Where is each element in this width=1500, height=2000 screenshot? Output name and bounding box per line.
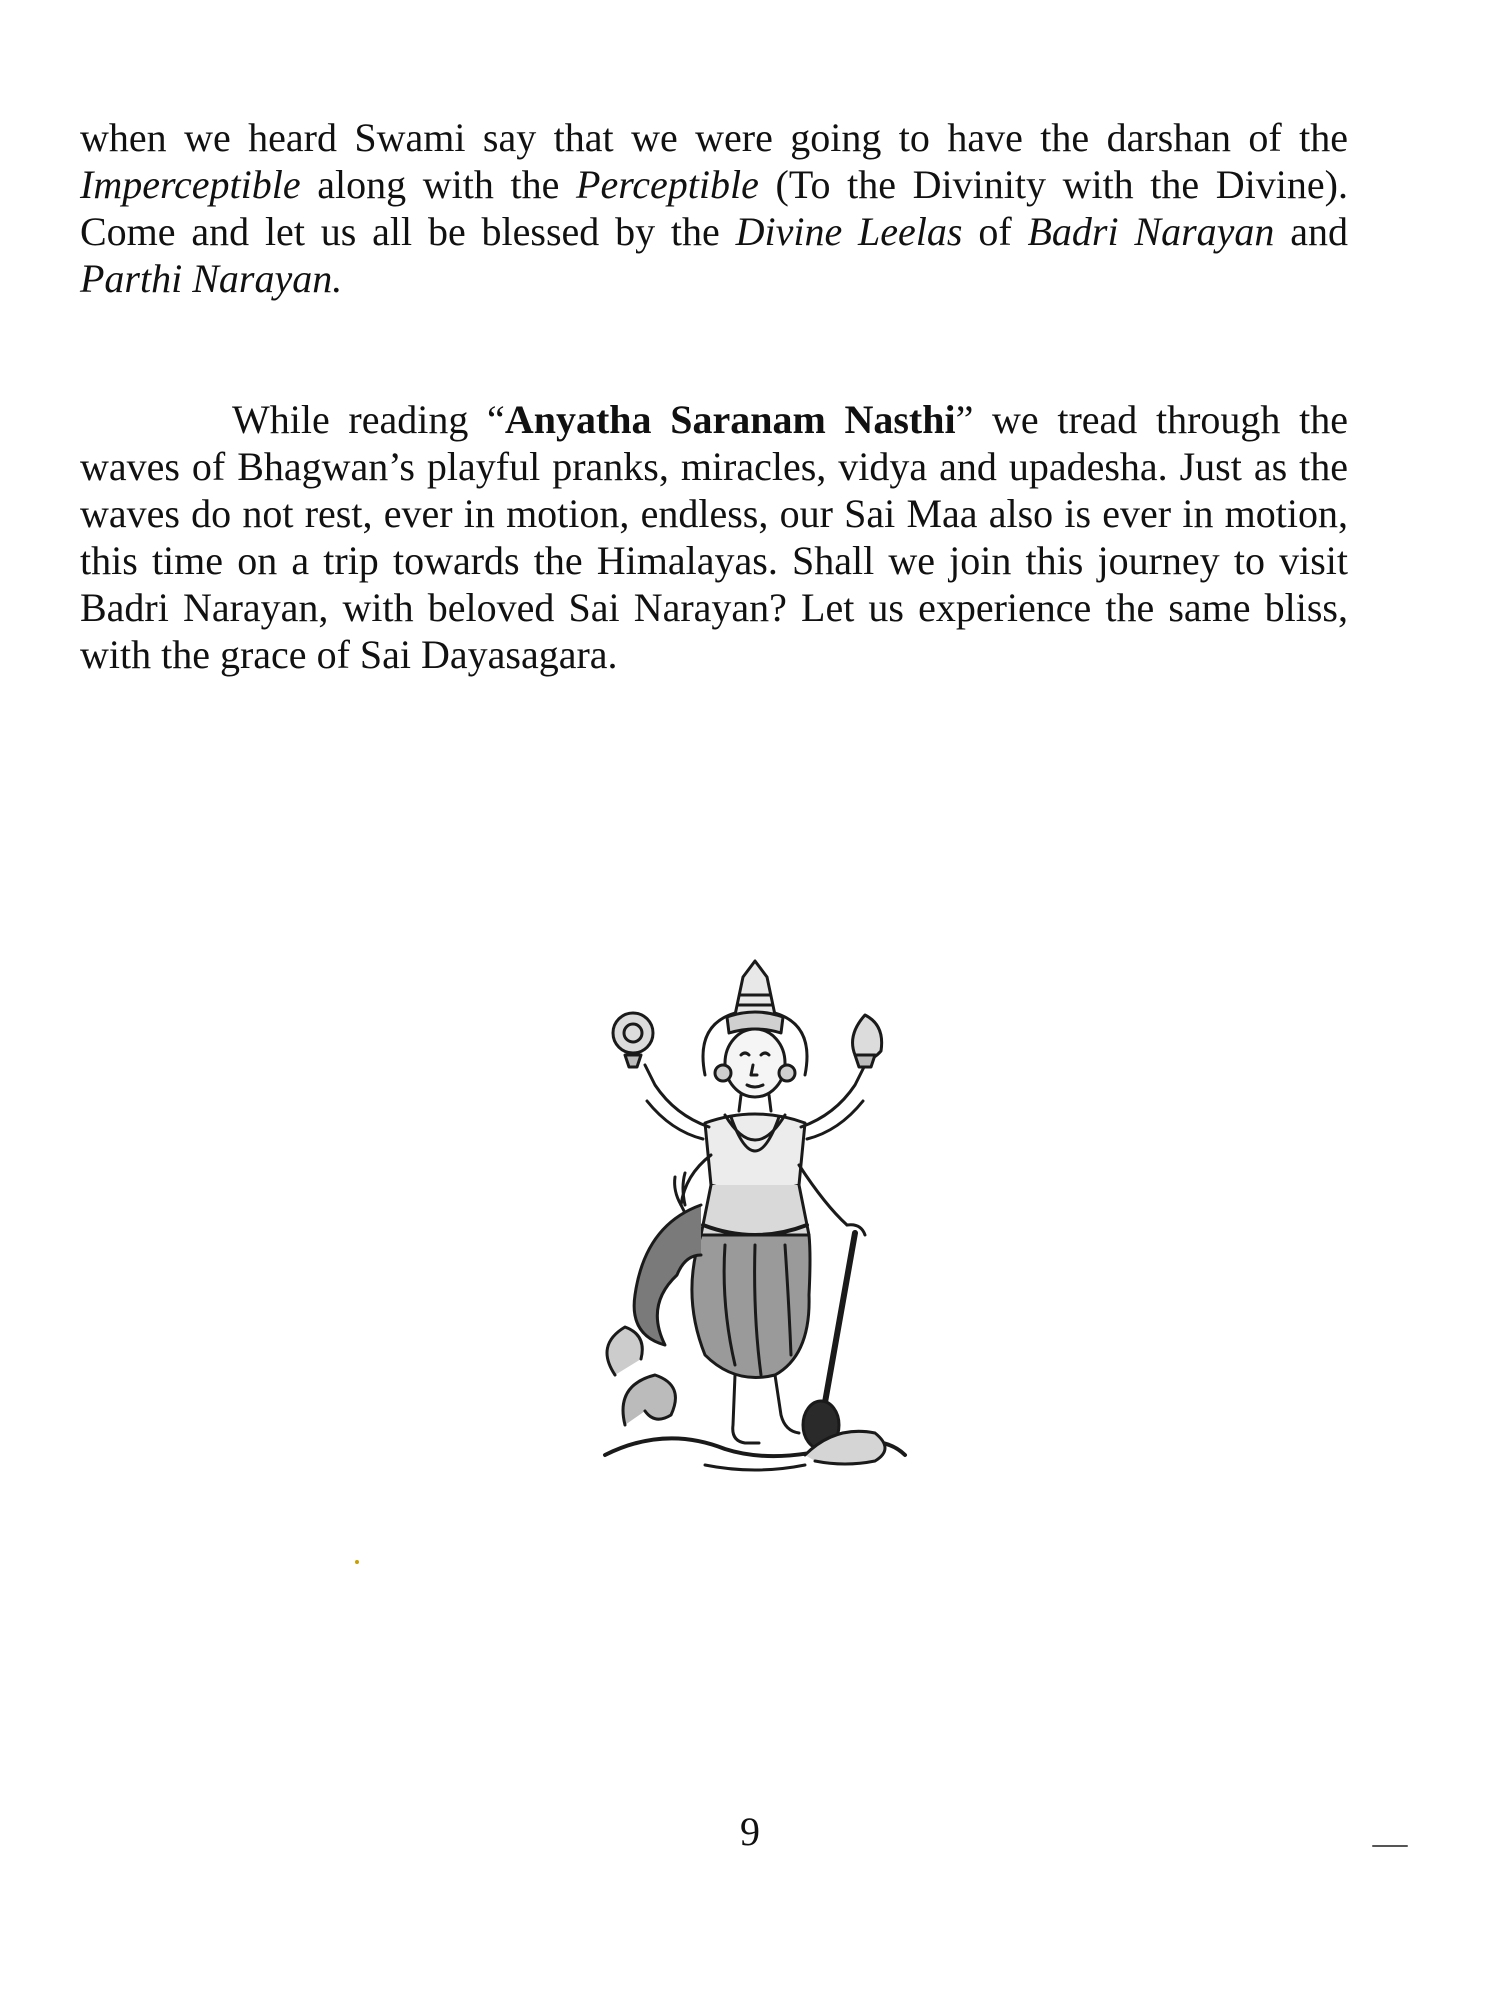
paragraph-2-text: While reading “ [232,397,505,442]
italic-badri-narayan: Badri Narayan [1027,209,1275,254]
italic-imperceptible: Imperceptible [80,162,301,207]
paragraph-1-text: and [1274,209,1348,254]
paragraph-1-text: when we heard Swami say that we were going to have the darshan of the [80,115,1348,160]
italic-parthi-narayan: Parthi Narayan. [80,256,343,301]
print-speck [355,1560,359,1564]
paragraph-1-text: of [962,209,1028,254]
paragraph-2 [80,396,1348,678]
italic-divine-leelas: Divine Leelas [735,209,963,254]
paragraph-1-text: along with the [300,162,577,207]
print-speck [1372,1845,1408,1847]
deity-illustration-icon [585,955,925,1475]
page-number: 9 [740,1809,760,1854]
paragraph-1 [80,114,1348,302]
italic-perceptible: Perceptible [576,162,759,207]
paragraph-1-text: (To the Divinity with the Divine). Come and let us all be blessed by the [80,162,1348,254]
paragraph-2-text: ” we tread through the waves of Bhagwan’s playful pranks, miracles, vidya and upadesha. Just as the waves do not rest, ever in motion, endless, our Sai Maa also is ever in motion, this time on a trip towards the Himalayas. Shall we join this journey to visit Badri Narayan, with beloved Sai Narayan? Let us experience the same bliss, with the grace of Sai Dayasagara. [80,397,1348,677]
book-title-bold: Anyatha Saranam Nasthi [504,397,956,442]
